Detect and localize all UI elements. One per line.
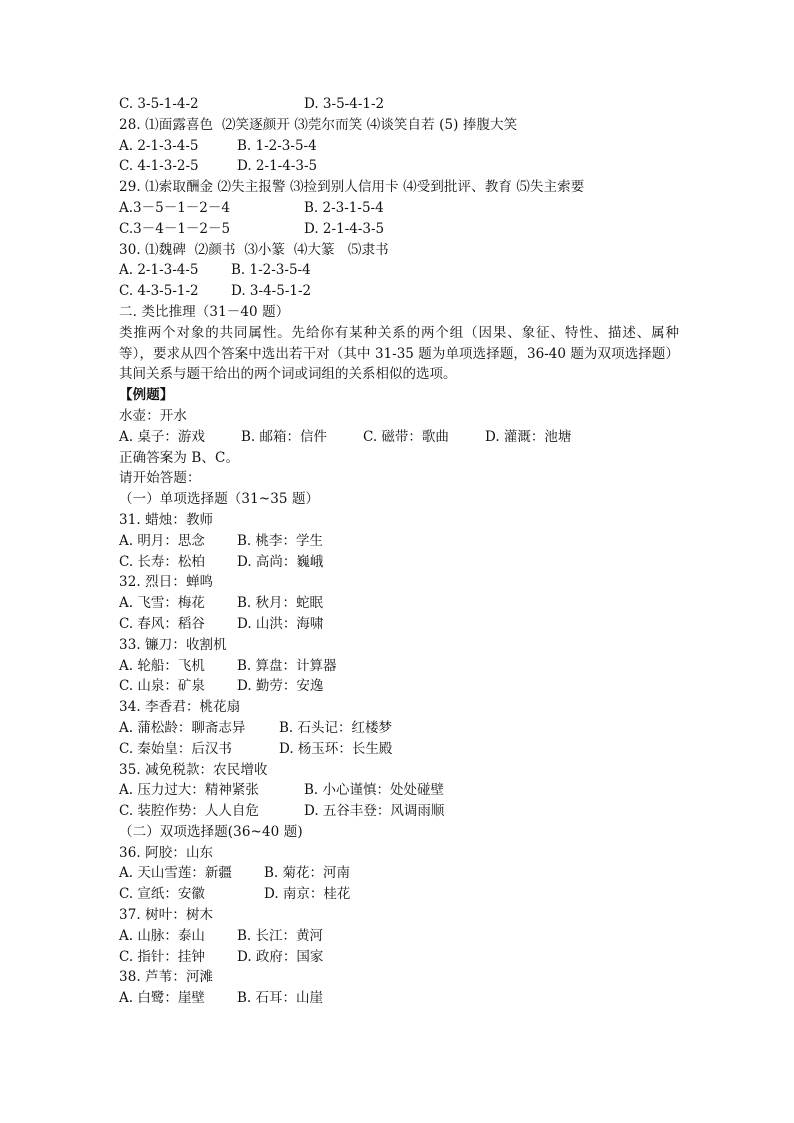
q36-option-d: D. 南京：桂花 <box>264 886 351 903</box>
q37-options-row-1 <box>119 926 679 947</box>
q31-options-row-1 <box>119 531 679 552</box>
q36-option-c: C. 宣纸：安徽 <box>119 886 205 903</box>
q34-option-d: D. 杨玉环：长生殿 <box>279 740 393 757</box>
q29-options-row-1 <box>119 198 679 219</box>
q30-option-a: A. 2-1-3-4-5 <box>119 262 199 279</box>
q32-stem: 32. 烈日：蝉鸣 <box>119 574 214 591</box>
q32-option-c: C. 春风：稻谷 <box>119 615 205 632</box>
q37-options-row-2 <box>119 947 679 968</box>
q35-option-a: A. 压力过大：精神紧张 <box>119 782 259 799</box>
q29-option-d: D. 2-1-4-3-5 <box>304 220 385 237</box>
q35-options-row-2 <box>119 801 679 822</box>
q36-option-b: B. 菊花：河南 <box>264 865 351 882</box>
q30-stem: 30. ⑴魏碑 ⑵颜书 ⑶小篆 ⑷大篆 ⑸隶书 <box>119 241 389 258</box>
q28-option-b: B. 1-2-3-5-4 <box>237 137 317 154</box>
q35-option-d: D. 五谷丰登：风调雨顺 <box>304 803 445 820</box>
q31-option-b: B. 桃李：学生 <box>237 532 324 549</box>
q31-option-a: A. 明月：思念 <box>119 532 205 549</box>
q33-option-a: A. 轮船：飞机 <box>119 657 205 674</box>
q34-stem: 34. 李香君：桃花扇 <box>119 699 241 716</box>
q34-option-c: C. 秦始皇：后汉书 <box>119 740 232 757</box>
example-option-a: A. 桌子：游戏 <box>119 428 205 445</box>
q32-options-row-2 <box>119 614 679 635</box>
q36-option-a: A. 天山雪莲：新疆 <box>119 865 232 882</box>
q30-option-b: B. 1-2-3-5-4 <box>231 262 311 279</box>
example-stem: 水壶：开水 <box>119 407 187 424</box>
q31-option-d: D. 高尚：巍峨 <box>237 553 324 570</box>
q38-stem: 38. 芦苇：河滩 <box>119 969 214 986</box>
q29-options-row-2 <box>119 219 679 240</box>
double-choice-title: （二）双项选择题(36~40 题) <box>119 823 303 840</box>
q33-options-row-1 <box>119 656 679 677</box>
q32-option-d: D. 山洪：海啸 <box>237 615 324 632</box>
example-label: 【例题】 <box>119 387 174 404</box>
q30-option-c: C. 4-3-5-1-2 <box>119 283 199 300</box>
q37-option-c: C. 指针：挂钟 <box>119 948 205 965</box>
q29-option-c: C.3－4－1－2－5 <box>119 220 231 237</box>
example-option-d: D. 灌溉：池塘 <box>485 428 572 445</box>
example-option-b: B. 邮箱：信件 <box>241 428 328 445</box>
q31-stem: 31. 蜡烛：教师 <box>119 511 214 528</box>
q29-option-a: A.3－5－1－2－4 <box>119 199 230 216</box>
q34-options-row-2 <box>119 739 679 760</box>
q29-stem: 29. ⑴索取酬金 ⑵失主报警 ⑶捡到别人信用卡 ⑷受到批评、教育 ⑸失主索要 <box>119 179 585 196</box>
q34-option-a: A. 蒲松龄：聊斋志异 <box>119 719 246 736</box>
q38-options-row-1 <box>119 988 679 1009</box>
q32-option-b: B. 秋月：蛇眠 <box>237 595 324 612</box>
q33-stem: 33. 镰刀：收割机 <box>119 636 227 653</box>
q33-options-row-2 <box>119 676 679 697</box>
q30-options-row-2 <box>119 281 679 302</box>
q31-option-c: C. 长寿：松柏 <box>119 553 205 570</box>
q28-option-c: C. 4-1-3-2-5 <box>119 158 199 175</box>
q37-option-b: B. 长江：黄河 <box>237 927 324 944</box>
q34-options-row-1 <box>119 718 679 739</box>
q28-options-row-2 <box>119 156 679 177</box>
q35-option-c: C. 装腔作势：人人自危 <box>119 803 259 820</box>
q36-stem: 36. 阿胶：山东 <box>119 844 214 861</box>
q33-option-d: D. 勤劳：安逸 <box>237 678 324 695</box>
q28-stem: 28. ⑴面露喜色 ⑵笑逐颜开 ⑶莞尔而笑 ⑷谈笑自若 (5) 捧腹大笑 <box>119 116 518 133</box>
q35-stem: 35. 减免税款：农民增收 <box>119 761 268 778</box>
q30-option-d: D. 3-4-5-1-2 <box>231 283 312 300</box>
q37-stem: 37. 树叶：树木 <box>119 907 214 924</box>
q27-option-c: C. 3-5-1-4-2 <box>119 96 199 112</box>
q36-options-row-1 <box>119 863 679 884</box>
q32-options-row-1 <box>119 593 679 614</box>
q34-option-b: B. 石头记：红楼梦 <box>279 719 393 736</box>
q37-option-d: D. 政府：国家 <box>237 948 324 965</box>
q35-option-b: B. 小心谨慎：处处碰壁 <box>304 782 445 799</box>
q33-option-b: B. 算盘：计算器 <box>237 657 337 674</box>
q37-option-a: A. 山脉：泰山 <box>119 927 205 944</box>
q32-option-a: A. 飞雪：梅花 <box>119 595 205 612</box>
q28-option-d: D. 2-1-4-3-5 <box>237 158 318 175</box>
q33-option-c: C. 山泉：矿泉 <box>119 678 205 695</box>
example-option-c: C. 磁带：歌曲 <box>363 428 449 445</box>
q28-option-a: A. 2-1-3-4-5 <box>119 137 199 154</box>
example-answer: 正确答案为 B、C。 <box>119 449 240 466</box>
q38-option-b: B. 石耳：山崖 <box>237 990 324 1007</box>
single-choice-title: （一）单项选择题（31~35 题） <box>119 491 320 508</box>
document-page <box>119 94 679 1009</box>
q36-options-row-2 <box>119 884 679 905</box>
q29-option-b: B. 2-3-1-5-4 <box>304 199 384 216</box>
q31-options-row-2 <box>119 552 679 573</box>
q27-option-d: D. 3-5-4-1-2 <box>304 96 385 112</box>
q38-option-a: A. 白鹭：崖壁 <box>119 990 205 1007</box>
start-instruction: 请开始答题： <box>119 470 201 487</box>
section-2-intro: 类推两个对象的共同属性。先给你有某种关系的两个组（因果、象征、特性、描述、属种等），要求从四个答案中选出若干对（其中 31-35 题为单项选择题，36-40 题为双项选择题）其间关系与题干给出的两个词或词组的关系相似的选项。 <box>119 324 679 383</box>
q30-options-row-1 <box>119 260 679 281</box>
q35-options-row-1 <box>119 780 679 801</box>
q28-options-row-1 <box>119 136 679 157</box>
example-options-row <box>119 427 679 448</box>
q27-options-row-2 <box>119 94 679 115</box>
section-2-title: 二. 类比推理（31－40 题） <box>119 303 290 320</box>
